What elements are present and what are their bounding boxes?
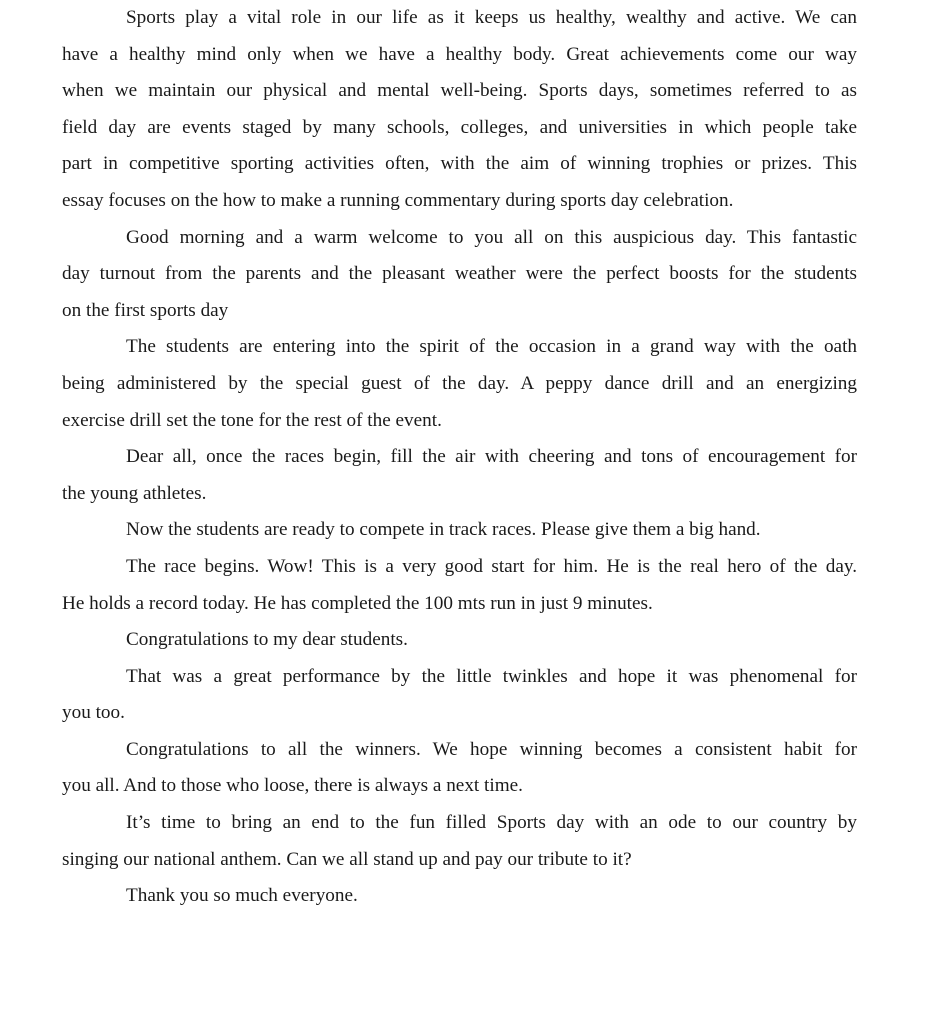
text-line: Sports play a vital role in our life as it keeps us healthy, wealthy and active. We can — [126, 7, 857, 28]
text-line: Congratulations to my dear students. — [126, 629, 408, 651]
text-line: when we maintain our physical and mental well-being. Sports days, sometimes referred to as — [62, 80, 857, 102]
paragraph-intro — [62, 0, 857, 220]
paragraph-cheering — [62, 439, 857, 512]
text-line: you too. — [62, 702, 125, 724]
text-line: have a healthy mind only when we have a healthy body. Great achievements come our way — [62, 43, 857, 65]
text-line: being administered by the special guest of the day. A peppy dance drill and an energizing — [62, 372, 857, 394]
paragraph-performance — [62, 659, 857, 732]
paragraph-welcome — [62, 220, 857, 330]
text-line: field day are events staged by many schools, colleges, and universities in which people take — [62, 116, 857, 138]
paragraph-track-races — [62, 512, 857, 549]
text-line: you all. And to those who loose, there is always a next time. — [62, 775, 523, 797]
text-line: part in competitive sporting activities often, with the aim of winning trophies or prizes. This — [62, 153, 857, 175]
text-line: Congratulations to all the winners. We hope winning becomes a consistent habit for — [126, 738, 857, 760]
paragraph-anthem — [62, 805, 857, 878]
paragraph-oath — [62, 329, 857, 439]
text-line: The students are entering into the spirit of the occasion in a grand way with the oath — [126, 336, 857, 358]
paragraph-congrats-students — [62, 622, 857, 659]
paragraph-closing — [62, 878, 857, 915]
text-line: on the first sports day — [62, 299, 229, 321]
text-line: Thank you so much everyone. — [126, 885, 358, 907]
text-line: The race begins. Wow! This is a very good start for him. He is the real hero of the day. — [126, 555, 857, 577]
text-line: the young athletes. — [62, 482, 207, 504]
paragraph-race-begins — [62, 549, 857, 622]
text-line: day turnout from the parents and the pleasant weather were the perfect boosts for the students — [62, 263, 857, 285]
document-page — [62, 0, 857, 915]
text-line: exercise drill set the tone for the rest of the event. — [62, 409, 442, 431]
text-line: Now the students are ready to compete in track races. Please give them a big hand. — [126, 519, 761, 541]
paragraph-winners — [62, 732, 857, 805]
text-line: He holds a record today. He has completed the 100 mts run in just 9 minutes. — [62, 592, 653, 614]
text-line: singing our national anthem. Can we all stand up and pay our tribute to it? — [62, 848, 632, 870]
text-line: It’s time to bring an end to the fun filled Sports day with an ode to our country by — [126, 812, 857, 834]
text-line: Good morning and a warm welcome to you all on this auspicious day. This fantastic — [126, 226, 857, 248]
text-line: Dear all, once the races begin, fill the air with cheering and tons of encouragement for — [126, 446, 857, 468]
text-line: essay focuses on the how to make a running commentary during sports day celebration. — [62, 189, 734, 211]
text-line: That was a great performance by the little twinkles and hope it was phenomenal for — [126, 665, 857, 687]
